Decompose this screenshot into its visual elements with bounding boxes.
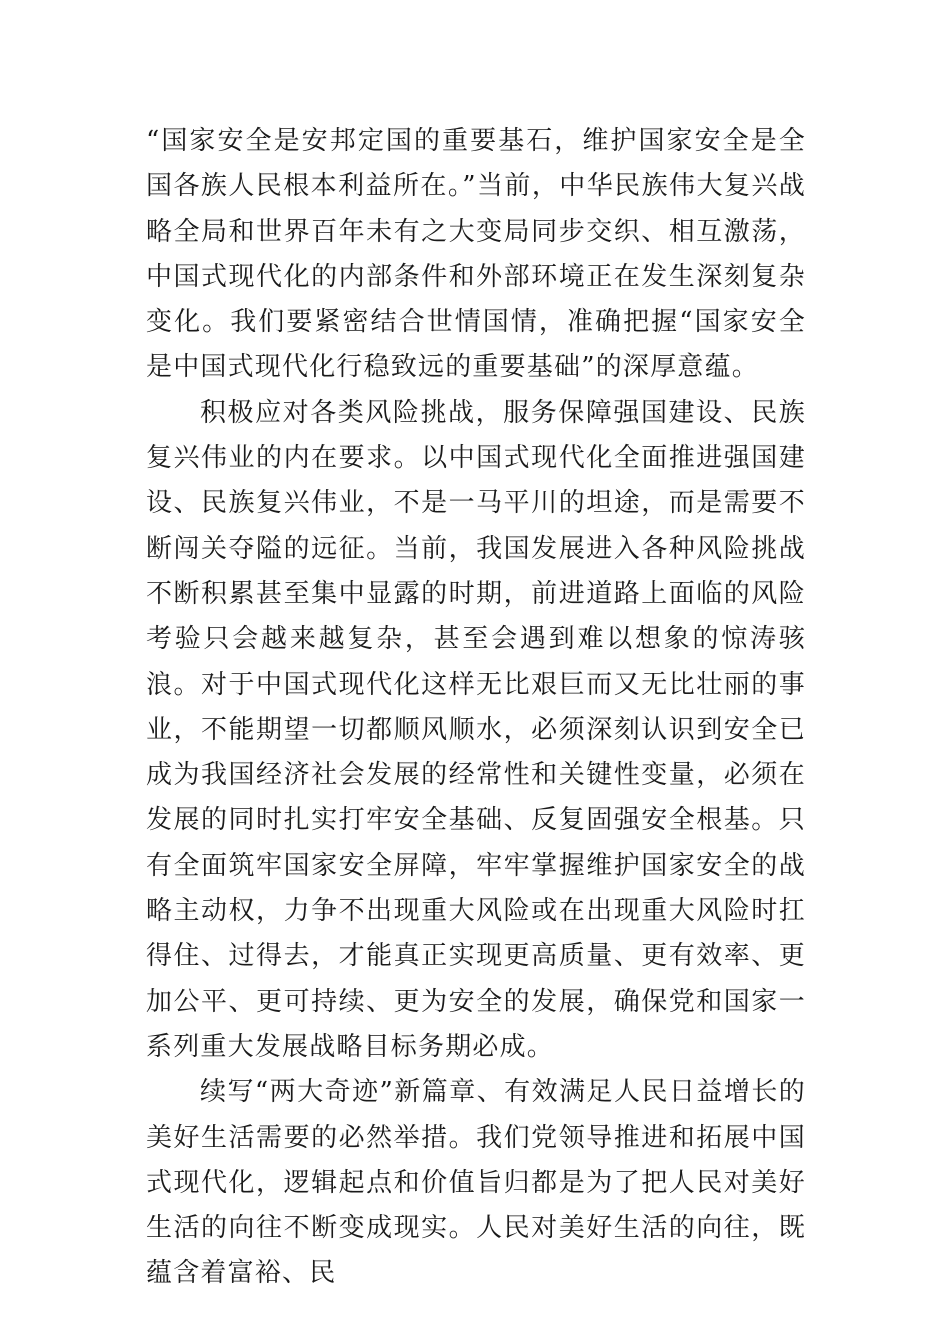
- paragraph-1: “国家安全是安邦定国的重要基石，维护国家安全是全国各族人民根本利益所在。”当前，中华民族伟大复兴战略全局和世界百年未有之大变局同步交织、相互激荡，中国式现代化的内部条件和外部环境正在发生深刻复杂变化。我们要紧密结合世情国情，准确把握“国家安全是中国式现代化行稳致远的重要基础”的深厚意蕴。: [146, 126, 806, 383]
- paragraph-3: 续写“两大奇迹”新篇章、有效满足人民日益增长的美好生活需要的必然举措。我们党领导推进和拓展中国式现代化，逻辑起点和价值旨归都是为了把人民对美好生活的向往不断变成现实。人民对美好生活的向往，既蕴含着富裕、民: [146, 1077, 806, 1289]
- document-body: [146, 119, 806, 1297]
- paragraph-2: 积极应对各类风险挑战，服务保障强国建设、民族复兴伟业的内在要求。以中国式现代化全面推进强国建设、民族复兴伟业，不是一马平川的坦途，而是需要不断闯关夺隘的远征。当前，我国发展进入各种风险挑战不断积累甚至集中显露的时期，前进道路上面临的风险考验只会越来越复杂，甚至会遇到难以想象的惊涛骇浪。对于中国式现代化这样无比艰巨而又无比壮丽的事业，不能期望一切都顺风顺水，必须深刻认识到安全已成为我国经济社会发展的经常性和关键性变量，必须在发展的同时扎实打牢安全基础、反复固强安全根基。只有全面筑牢国家安全屏障，牢牢掌握维护国家安全的战略主动权，力争不出现重大风险或在出现重大风险时扛得住、过得去，才能真正实现更高质量、更有效率、更加公平、更可持续、更为安全的发展，确保党和国家一系列重大发展战略目标务期必成。: [146, 397, 806, 1062]
